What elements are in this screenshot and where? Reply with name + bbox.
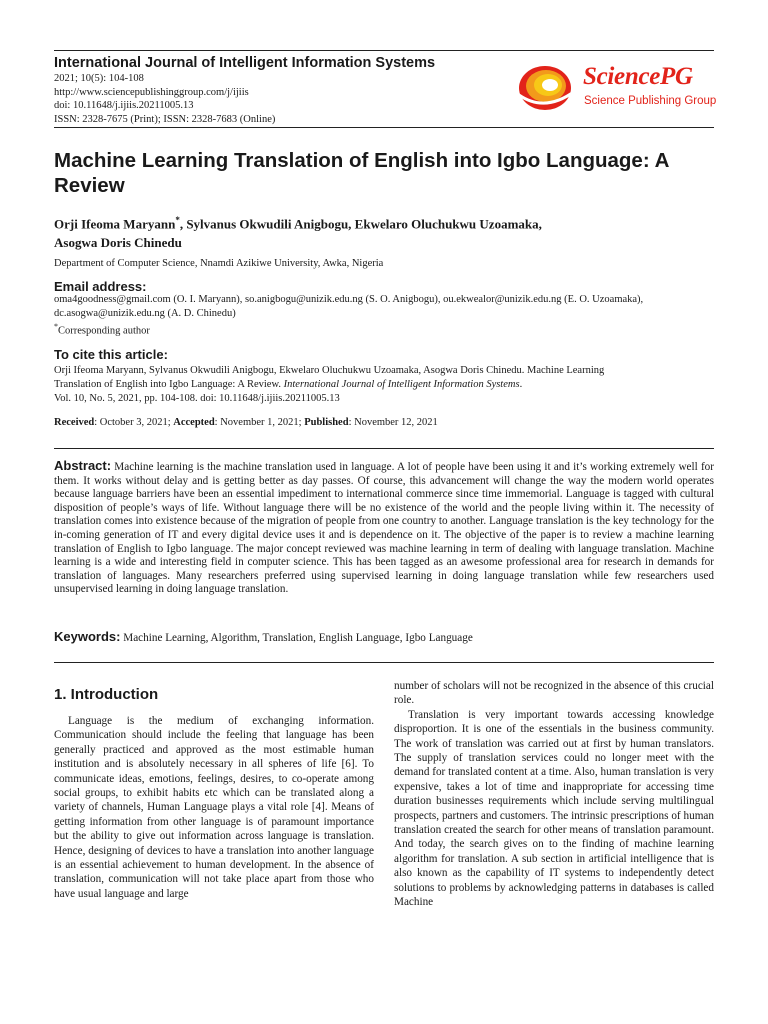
email-line[interactable]: dc.asogwa@unizik.edu.ng (A. D. Chinedu) bbox=[54, 307, 236, 319]
journal-url[interactable]: http://www.sciencepublishinggroup.com/j/ijiis bbox=[54, 86, 249, 98]
received-date: : October 3, 2021; bbox=[94, 417, 174, 428]
author-rest: , Sylvanus Okwudili Anigbogu, Ekwelaro Oluchukwu Uzoamaka, bbox=[179, 216, 542, 232]
keywords bbox=[54, 629, 473, 644]
email-line[interactable]: oma4goodness@gmail.com (O. I. Maryann), so.anigbogu@unizik.edu.ng (S. O. Anigbogu), ou.ekwealor@unizik.edu.ng (E. O. Uzoamaka), bbox=[54, 294, 644, 305]
abstract bbox=[54, 459, 714, 597]
section-heading: 1. Introduction bbox=[54, 686, 159, 703]
paragraph: Language is the medium of exchanging information. Communication should include the feeling that language has been generally practiced and approved as the most estimable human institution and is absolutely necessary in all spheres of life [6]. To communicate ideas, emotions, feelings, desires, to co-operate among social groups, to exhibit habits etc which can be translated along a variety of channels, Human Language plays a vital role [4]. Means of getting information from other language is of paramount importance but the ability to give out information across language is translation. Hence, designing of devices to have a translation into another language is an essential achievement to human development. In the absence of translation, communication will not take place apart from those who have usual language and large bbox=[54, 715, 374, 900]
right-column bbox=[394, 679, 714, 910]
paragraph: Translation is very important towards accessing knowledge disproportion. It is one of the essentials in the business community. The work of translation was carried out at first by human translators. The supply of translation services could no longer meet with the demand for translated content at a time. Also, human translation is very expensive, takes a lot of time and inappropriate for accessing time duration businesses requirements which include serving multilingual prospects, partners and customers. The intrinsic prescriptions of human translation created the search for other means of translation paramount. And today, the search gives on to the finding of machine learning algorithm for translation. A sub section in artificial intelligence that is also known as the capability of IT systems to independently detect solutions to problems by acknowledging patterns in databases is called Machine bbox=[394, 708, 714, 909]
abstract-text: Machine learning is the machine translation used in language. A lot of people have been using it and it’s working extremely well for them. It works without delay and is getting better as day passes. Of course, this advancement will change the way the modern world operates because language barriers have been an essential impediment to international commerce since time immemorial. Language is tagged with cultural disposition of people’s ways of life. Without language there will be no existence of the world and the people living within it. The necessity of translation comes into existence because of the migration of people from one country to another. Language translation is the key technology for the in-coming generation of IT and every digital device uses it and is dependence on it. The objective of the paper is to review a machine learning translation of English to Igbo language. The major concept reviewed was machine learning in term of dealing with language translation. Machine learning is a wide and interesting field in computer science. This has been tagged as an awesome professional area for research in demands for translation of languages. Many researchers preferred using supervised learning in doing language translation while few researchers used unsupervised learning in doing language translation. bbox=[54, 461, 714, 596]
citation-line: Orji Ifeoma Maryann, Sylvanus Okwudili Anigbogu, Ekwelaro Oluchukwu Uzoamaka, Asogwa Doris Chinedu. Machine Learning bbox=[54, 365, 605, 376]
accepted-label: Accepted bbox=[173, 417, 215, 428]
header-rule bbox=[54, 127, 714, 128]
paper-title: Machine Learning Translation of English into Igbo Language: A Review bbox=[54, 149, 669, 197]
volume-line: 2021; 10(5): 104-108 bbox=[54, 73, 144, 84]
published-date: : November 12, 2021 bbox=[348, 417, 438, 428]
journal-issn: ISSN: 2328-7675 (Print); ISSN: 2328-7683 (Online) bbox=[54, 113, 276, 125]
abstract-label: Abstract: bbox=[54, 458, 112, 473]
sciencepg-logo bbox=[515, 61, 715, 113]
email-list bbox=[54, 293, 714, 320]
citation bbox=[54, 364, 714, 406]
author-first: Orji Ifeoma Maryann bbox=[54, 216, 176, 232]
journal-title: International Journal of Intelligent Information Systems bbox=[54, 55, 436, 71]
keywords-text: Machine Learning, Algorithm, Translation, English Language, Igbo Language bbox=[120, 632, 473, 644]
article-dates bbox=[54, 417, 438, 428]
logo-subtitle: Science Publishing Group bbox=[584, 95, 717, 107]
author-list bbox=[54, 211, 694, 252]
corresponding-mark: * bbox=[175, 215, 180, 225]
author-last: Asogwa Doris Chinedu bbox=[54, 235, 182, 251]
received-label: Received bbox=[54, 417, 95, 428]
abstract-top-rule bbox=[54, 448, 714, 449]
citation-line: Vol. 10, No. 5, 2021, pp. 104-108. doi: 10.11648/j.ijiis.20211005.13 bbox=[54, 393, 340, 404]
abstract-bottom-rule bbox=[54, 662, 714, 663]
paragraph: number of scholars will not be recognized in the absence of this crucial role. bbox=[394, 680, 714, 707]
published-label: Published bbox=[304, 417, 349, 428]
journal-meta bbox=[54, 72, 275, 126]
keywords-label: Keywords: bbox=[54, 629, 121, 644]
corresponding-label: Corresponding author bbox=[58, 325, 150, 337]
corresponding-author-note bbox=[54, 322, 150, 337]
accepted-date: : November 1, 2021; bbox=[214, 417, 305, 428]
sciencepg-swirl-icon bbox=[515, 61, 579, 113]
cite-heading: To cite this article: bbox=[54, 347, 168, 362]
citation-title: Translation of English into Igbo Language: A Review. bbox=[54, 379, 284, 390]
email-heading: Email address: bbox=[54, 279, 147, 294]
affiliation: Department of Computer Science, Nnamdi Azikiwe University, Awka, Nigeria bbox=[54, 258, 384, 269]
logo-wordmark: SciencePG bbox=[583, 63, 693, 90]
top-rule bbox=[54, 50, 714, 51]
journal-doi: doi: 10.11648/j.ijiis.20211005.13 bbox=[54, 100, 194, 112]
corresponding-mark: * bbox=[54, 322, 58, 331]
citation-line bbox=[54, 378, 714, 392]
citation-journal: International Journal of Intelligent Information Systems bbox=[283, 379, 520, 390]
citation-period: . bbox=[519, 379, 523, 390]
left-column bbox=[54, 714, 374, 901]
